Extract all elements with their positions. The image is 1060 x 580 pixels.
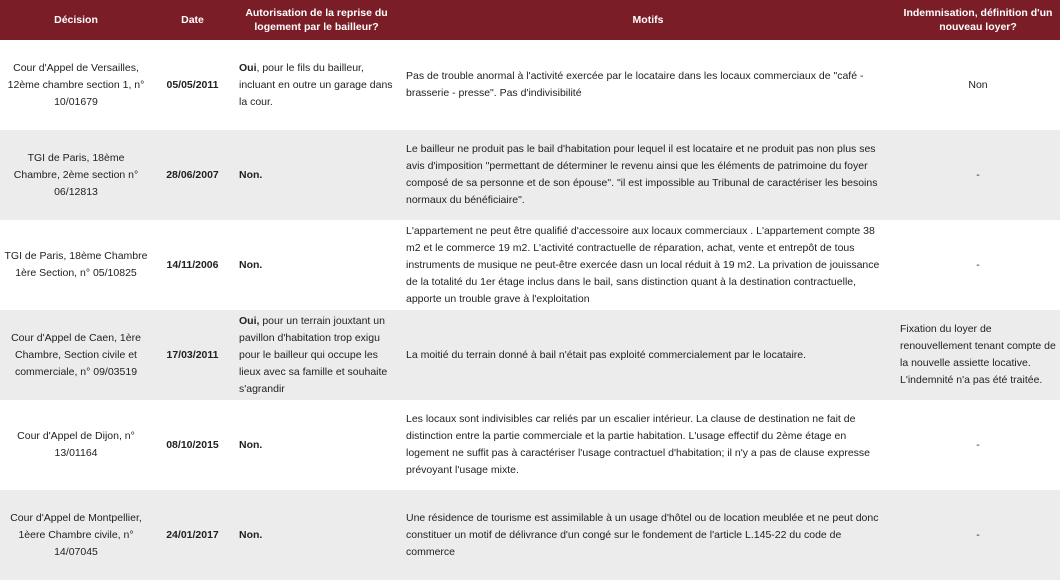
table-row bbox=[0, 490, 1060, 580]
cell-decision: Cour d'Appel de Caen, 1ère Chambre, Section civile et commerciale, n° 09/03519 bbox=[11, 331, 141, 378]
table-row bbox=[0, 400, 1060, 490]
cell-decision: Cour d'Appel de Dijon, n° 13/01164 bbox=[17, 430, 135, 459]
header-indemnisation: Indemnisation, définition d'un nouveau loyer? bbox=[903, 7, 1053, 33]
cell-decision: Cour d'Appel de Versailles, 12ème chambre section 1, n° 10/01679 bbox=[7, 61, 145, 108]
cell-motifs: Les locaux sont indivisibles car reliés par un escalier intérieur. La clause de destination ne fait de distinction entre la partie commerciale et la partie habitation. L'usage effectif du 2ème étage en logement ne suffit pas à caractériser l'usage contractuel d'habitation; il n'y a pas de clause expresse prévoyant l'usage mixte. bbox=[406, 413, 871, 476]
cell-decision: Cour d'Appel de Montpellier, 1èere Chambre civile, n° 14/07045 bbox=[10, 511, 142, 558]
cell-motifs: L'appartement ne peut être qualifié d'accessoire aux locaux commerciaux . L'appartement compte 38 m2 et le commerce 19 m2. L'activité contractuelle de réparation, achat, vente et entrepôt de tous instruments de musique ne peut-être exercée dasn un local réduit à 19 m2. La privation de jouissance de la totalité du 1er étage inclus dans le bail, sans distinction quant à la destination contractuelle, apporte un trouble grave à l'exploitation bbox=[406, 224, 880, 305]
table-row bbox=[0, 220, 1060, 310]
autorisation-verdict: Non. bbox=[239, 438, 263, 451]
header-decision: Décision bbox=[54, 14, 98, 26]
cell-autorisation bbox=[233, 130, 400, 220]
cell-decision: TGI de Paris, 18ème Chambre, 2ème section n° 06/12813 bbox=[13, 151, 139, 198]
table-row bbox=[0, 310, 1060, 400]
header-motifs: Motifs bbox=[632, 14, 664, 26]
cell-indemnisation: Non bbox=[968, 78, 988, 91]
cell-motifs: Une résidence de tourisme est assimilable à un usage d'hôtel ou de location meublée et ne peut donc constituer un motif de délivrance d'un congé sur le fondement de l'article L.145-22 du code de commerce bbox=[406, 511, 879, 558]
table-body bbox=[0, 40, 1060, 580]
autorisation-verdict: Non. bbox=[239, 528, 263, 541]
cell-motifs: Le bailleur ne produit pas le bail d'habitation pour lequel il est locataire et ne produit pas non plus ses avis d'imposition "permettant de déterminer le revenu ainsi que les éléments de patrimoine du foyer composé de sa personne et de son épouse". "il est impossible au Tribunal de caractériser les besoins normaux du bénéficiaire". bbox=[406, 143, 878, 206]
cell-date: 17/03/2011 bbox=[166, 348, 219, 361]
cell-autorisation bbox=[233, 400, 400, 490]
cell-indemnisation: Fixation du loyer de renouvellement tenant compte de la nouvelle assiette locative. L'indemnité n'a pas été traitée. bbox=[900, 323, 1056, 386]
cell-date: 14/11/2006 bbox=[166, 258, 219, 271]
autorisation-detail: , pour le fils du bailleur, incluant en outre un garage dans la cour. bbox=[239, 61, 393, 108]
cell-date: 24/01/2017 bbox=[166, 528, 219, 541]
cell-autorisation bbox=[233, 220, 400, 310]
header-autorisation: Autorisation de la reprise du logement par le bailleur? bbox=[245, 7, 388, 33]
cell-decision: TGI de Paris, 18ème Chambre 1ère Section, n° 05/10825 bbox=[4, 250, 148, 279]
cell-motifs: La moitié du terrain donné à bail n'était pas exploité commercialement par le locataire. bbox=[406, 348, 807, 361]
autorisation-verdict: Non. bbox=[239, 168, 263, 181]
cell-indemnisation: - bbox=[976, 528, 980, 541]
cell-autorisation bbox=[233, 310, 400, 400]
header-row bbox=[0, 0, 1060, 40]
cell-indemnisation: - bbox=[976, 438, 980, 451]
table-header bbox=[0, 0, 1060, 40]
cell-date: 08/10/2015 bbox=[166, 438, 219, 451]
table-row bbox=[0, 130, 1060, 220]
cell-date: 05/05/2011 bbox=[166, 78, 219, 91]
autorisation-verdict: Oui, bbox=[239, 314, 260, 327]
autorisation-verdict: Non. bbox=[239, 258, 263, 271]
header-date: Date bbox=[181, 14, 204, 26]
cell-autorisation bbox=[233, 40, 400, 130]
autorisation-detail: pour un terrain jouxtant un pavillon d'habitation trop exigu pour le bailleur qui occupe les lieux avec sa famille et souhaite s'agrandir bbox=[239, 314, 388, 395]
cell-motifs: Pas de trouble anormal à l'activité exercée par le locataire dans les locaux commerciaux de "café - brasserie - presse". Pas d'indivisibilité bbox=[406, 70, 864, 99]
cell-indemnisation: - bbox=[976, 258, 980, 271]
cell-date: 28/06/2007 bbox=[166, 168, 219, 181]
cell-autorisation bbox=[233, 490, 400, 580]
cell-indemnisation: - bbox=[976, 168, 980, 181]
autorisation-verdict: Oui bbox=[239, 61, 257, 74]
table-row bbox=[0, 40, 1060, 130]
